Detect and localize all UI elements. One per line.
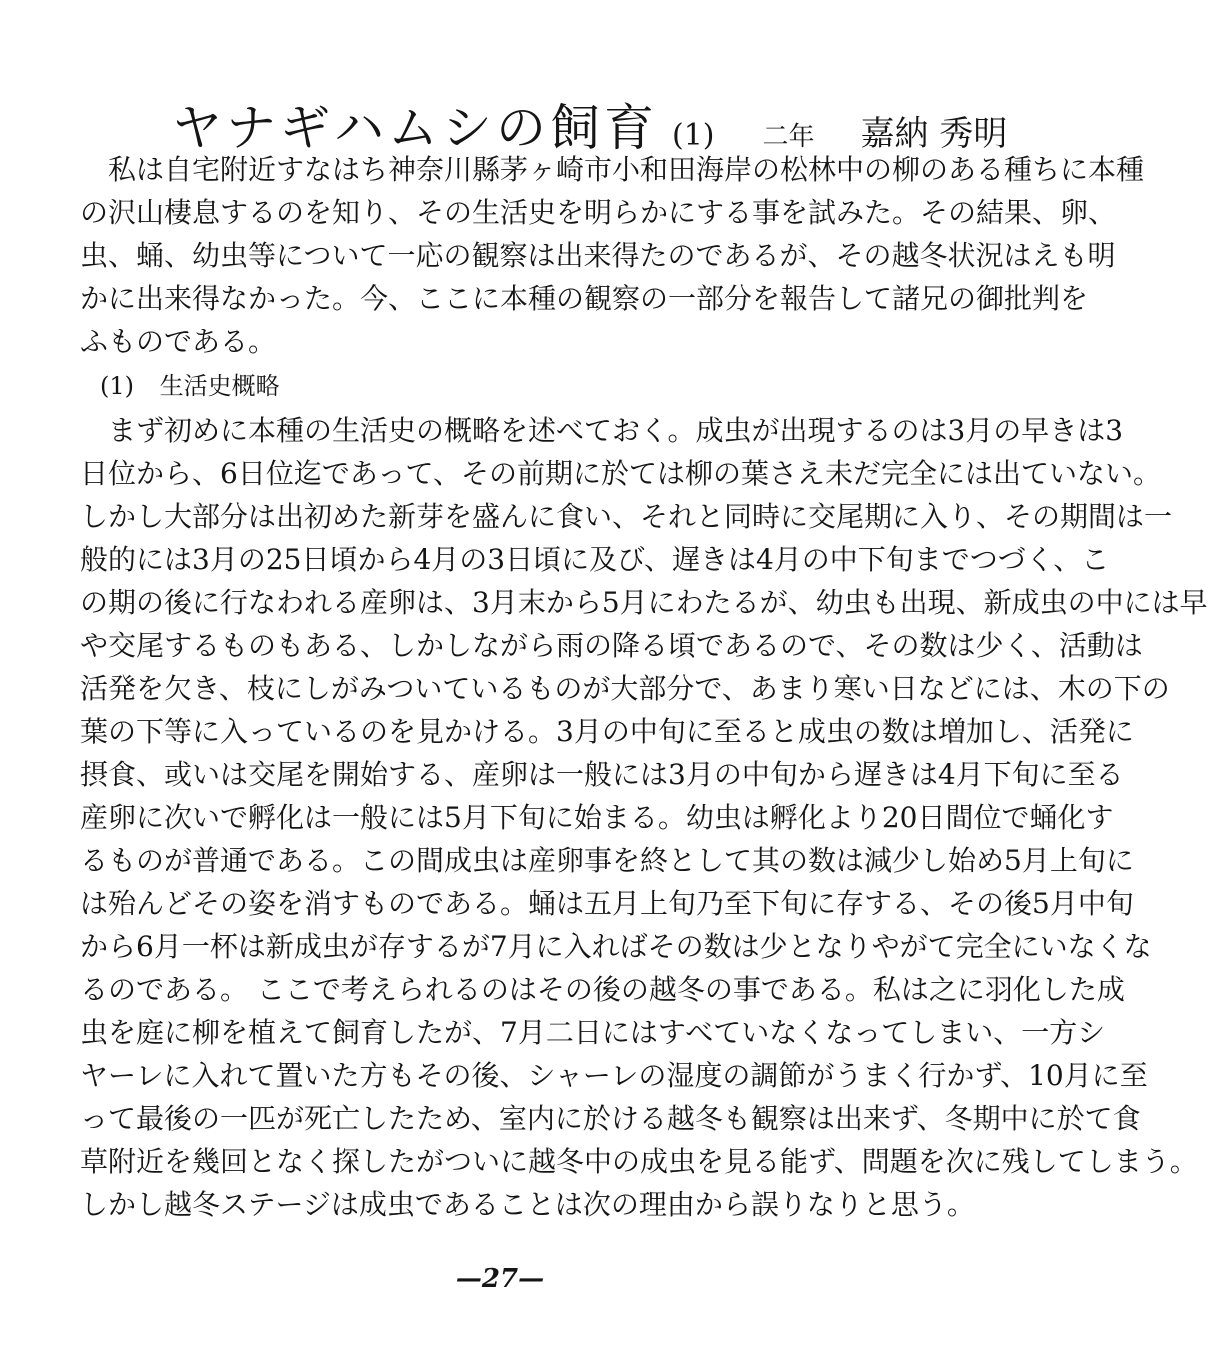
paragraph-line: 産卵に次いで孵化は一般には5月下旬に始まる。幼虫は孵化より20日間位で蛹化す <box>80 801 1114 834</box>
paragraph-line: の期の後に行なわれる産卵は、3月末から5月にわたるが、幼虫も出現、新成虫の中には早 <box>80 586 1208 619</box>
paragraph-line: 般的には3月の25日頃から4月の3日頃に及び、遅きは4月の中下旬までつづく、こ <box>80 543 1110 576</box>
paragraph-line: 摂食、或いは交尾を開始する、産卵は一般には3月の中旬から遅きは4月下旬に至る <box>80 758 1124 791</box>
paragraph-line: まず初めに本種の生活史の概略を述べておく。成虫が出現するのは3月の早きは3 <box>108 414 1124 447</box>
paragraph-line: や交尾するものもある、しかしながら雨の降る頃であるので、その数は少く、活動は <box>80 629 1143 662</box>
section-title: 生活史概略 <box>159 372 280 400</box>
article-title: ヤナギハムシの飼育 <box>172 99 658 157</box>
section-heading <box>80 363 940 409</box>
paragraph-line: 葉の下等に入っているのを見かける。3月の中旬に至ると成虫の数は増加し、活発に <box>80 715 1134 748</box>
paragraph-line: から6月一杯は新成虫が存するが7月に入ればその数は少となりやがて完全にいなくな <box>80 930 1152 963</box>
paragraph-line: 活発を欠き、枝にしがみついているものが大部分で、あまり寒い日などには、木の下の <box>80 672 1170 705</box>
intro-line: 私は自宅附近すなはち神奈川縣茅ヶ崎市小和田海岸の松林中の柳のある種ちに本種 <box>108 153 1145 186</box>
author-name: 嘉納 秀明 <box>860 114 1008 154</box>
paragraph-line: るのである。 ここで考えられるのはその後の越冬の事である。私は之に羽化した成 <box>80 973 1125 1006</box>
paragraph-line: しかし越冬ステージは成虫であることは次の理由から誤りなりと思う。 <box>80 1188 975 1221</box>
page-number: —27— <box>455 1264 545 1294</box>
paragraph-line: は殆んどその姿を消すものである。蛹は五月上旬乃至下旬に存する、その後5月中旬 <box>80 887 1134 920</box>
paragraph-line: 日位から、6日位迄であって、その前期に於ては柳の葉さえ未だ完全には出ていない。 <box>80 457 1161 490</box>
intro-line: の沢山棲息するのを知り、その生活史を明らかにする事を試みた。その結果、卵、 <box>80 196 1117 229</box>
article-part: (1) <box>672 118 715 153</box>
section-number: (1) <box>100 372 134 400</box>
paragraph-line: ヤーレに入れて置いた方もその後、シャーレの湿度の調節がうまく行かず、10月に至 <box>80 1059 1148 1092</box>
paragraph-line: って最後の一匹が死亡したため、室内に於ける越冬も観察は出来ず、冬期中に於て食 <box>80 1102 1141 1135</box>
paragraph-line: 草附近を幾回となく探したがついに越冬中の成虫を見る能ず、問題を次に残してしまう。 <box>80 1145 1198 1178</box>
intro-line: ふものである。 <box>80 325 277 358</box>
author-grade: 二年 <box>762 122 815 152</box>
paragraph-line: 虫を庭に柳を植えて飼育したが、7月二日にはすべていなくなってしまい、一方シ <box>80 1016 1106 1049</box>
body-text <box>80 148 1208 1226</box>
intro-line: かに出来得なかった。今、ここに本種の観察の一部分を報告して諸兄の御批判を <box>80 282 1089 315</box>
intro-line: 虫、蛹、幼虫等について一応の観察は出来得たのであるが、その越冬状況はえも明 <box>80 239 1116 272</box>
paragraph-line: しかし大部分は出初めた新芽を盛んに食い、それと同時に交尾期に入り、その期間は一 <box>80 500 1173 533</box>
paragraph-line: るものが普通である。この間成虫は産卵事を終として其の数は減少し始め5月上旬に <box>80 844 1134 877</box>
